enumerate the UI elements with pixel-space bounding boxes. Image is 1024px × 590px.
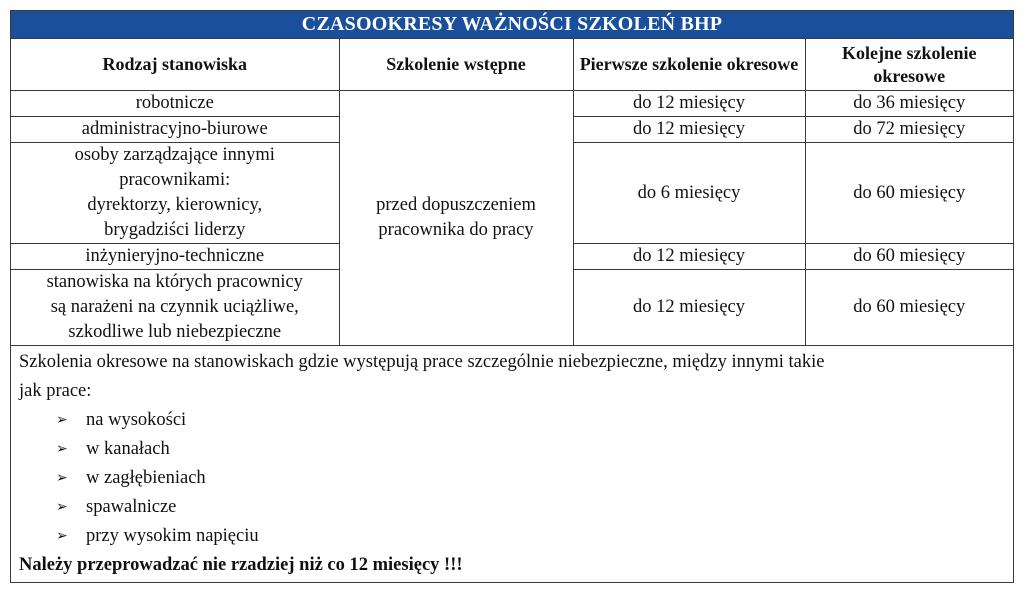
first-periodic-cell: do 6 miesięcy (573, 143, 805, 244)
document-title: CZASOOKRESY WAŻNOŚCI SZKOLEŃ BHP (11, 11, 1013, 39)
final-requirement: Należy przeprowadzać nie rzadziej niż co 12 miesięcy !!! (19, 555, 463, 575)
list-item (56, 406, 1013, 435)
list-item-label: na wysokości (86, 410, 187, 430)
next-periodic-cell: do 60 miesięcy (805, 143, 1013, 244)
arrow-bullet-icon: ➢ (56, 413, 68, 428)
position-cell: inżynieryjno-techniczne (11, 244, 339, 270)
position-line: są narażeni na czynnik uciążliwe, (50, 297, 299, 317)
position-cell (11, 270, 339, 346)
dangerous-work-list (19, 406, 1013, 551)
arrow-bullet-icon: ➢ (56, 500, 68, 515)
list-item-label: w kanałach (86, 439, 170, 459)
initial-training-cell: przed dopuszczeniem pracownika do pracy (339, 91, 573, 346)
position-line: szkodliwe lub niebezpieczne (68, 322, 282, 342)
next-periodic-cell: do 60 miesięcy (805, 270, 1013, 346)
notes-intro-line: Szkolenia okresowe na stanowiskach gdzie występują prace szczególnie niebezpieczne, między innymi takie (19, 352, 825, 372)
training-table-document (10, 10, 1014, 583)
arrow-bullet-icon: ➢ (56, 529, 68, 544)
position-line: dyrektorzy, kierownicy, (87, 195, 263, 215)
header-row (11, 39, 1013, 91)
next-periodic-cell: do 36 miesięcy (805, 91, 1013, 117)
header-position-type: Rodzaj stanowiska (11, 39, 339, 91)
training-periods-table (11, 39, 1013, 346)
position-line: pracownikami: (119, 170, 231, 190)
list-item-label: spawalnicze (86, 497, 177, 517)
header-first-periodic: Pierwsze szkolenie okresowe (573, 39, 805, 91)
list-item (56, 522, 1013, 551)
list-item (56, 493, 1013, 522)
list-item (56, 464, 1013, 493)
position-line: stanowiska na których pracownicy (46, 272, 303, 292)
first-periodic-cell: do 12 miesięcy (573, 244, 805, 270)
position-line: osoby zarządzające innymi (74, 145, 275, 165)
position-cell (11, 143, 339, 244)
position-cell: robotnicze (11, 91, 339, 117)
position-cell: administracyjno-biurowe (11, 117, 339, 143)
header-next-periodic: Kolejne szkolenie okresowe (805, 39, 1013, 91)
first-periodic-cell: do 12 miesięcy (573, 117, 805, 143)
first-periodic-cell: do 12 miesięcy (573, 270, 805, 346)
list-item (56, 435, 1013, 464)
first-periodic-cell: do 12 miesięcy (573, 91, 805, 117)
list-item-label: przy wysokim napięciu (86, 526, 259, 546)
dangerous-work-notes (11, 346, 1013, 580)
position-line: brygadziści liderzy (104, 220, 246, 240)
next-periodic-cell: do 60 miesięcy (805, 244, 1013, 270)
header-initial-training: Szkolenie wstępne (339, 39, 573, 91)
next-periodic-cell: do 72 miesięcy (805, 117, 1013, 143)
list-item-label: w zagłębieniach (86, 468, 206, 488)
arrow-bullet-icon: ➢ (56, 471, 68, 486)
notes-intro-line: jak prace: (19, 381, 92, 401)
table-row (11, 91, 1013, 117)
arrow-bullet-icon: ➢ (56, 442, 68, 457)
